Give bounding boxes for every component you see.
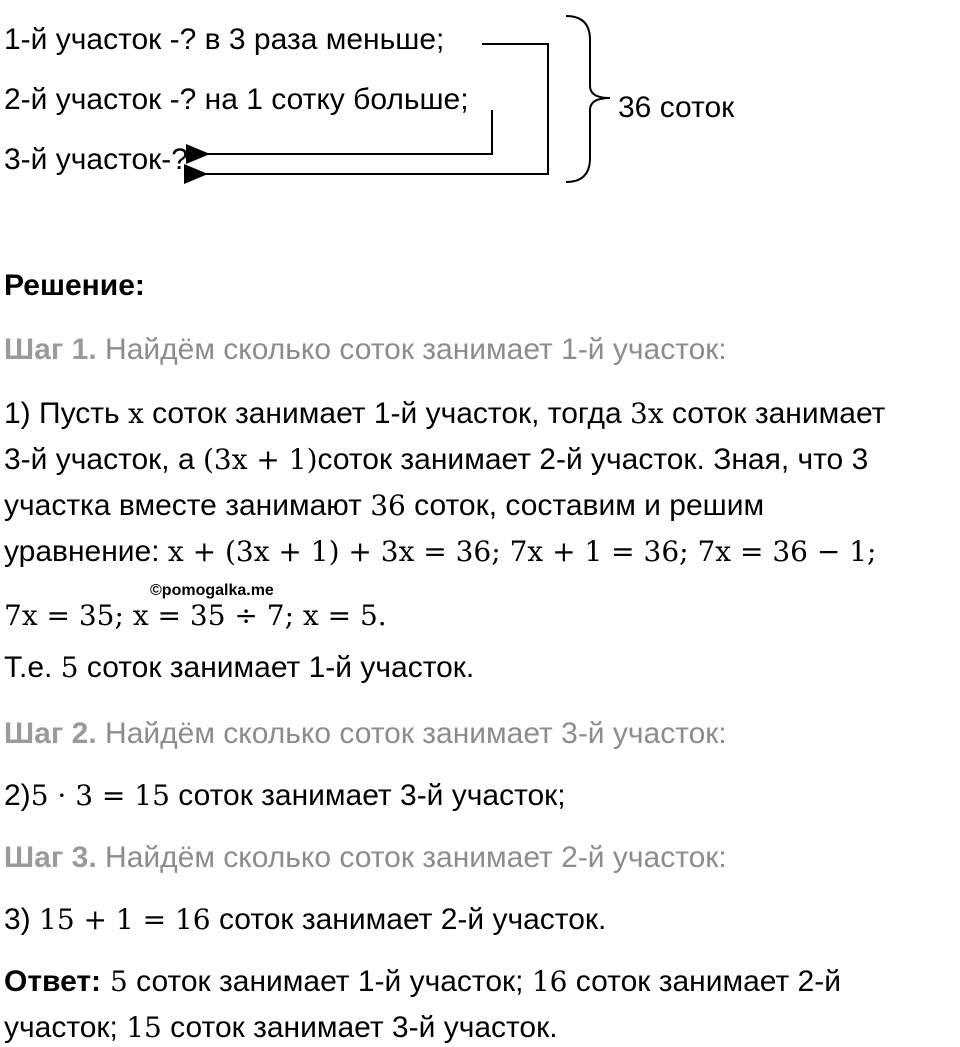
brace-icon	[566, 16, 610, 182]
text: Т.е.	[4, 651, 61, 684]
math: (3x + 1)	[202, 443, 318, 476]
text: соток занимает 2-й участок.	[210, 903, 607, 936]
answer-label: Ответ:	[4, 965, 102, 998]
text: участок;	[4, 1011, 127, 1044]
step-1-line-4	[4, 534, 877, 570]
step-1-line-5	[4, 598, 387, 634]
equation: x + (3x + 1) + 3x = 36; 7x + 1 = 36; 7x = 36 − 1;	[167, 535, 877, 568]
answer-line-1	[4, 964, 841, 1000]
text: 2)	[4, 779, 31, 812]
step-2-heading	[4, 716, 727, 752]
step-2-text: Найдём сколько соток занимает 3-й участок:	[96, 717, 727, 750]
equation: 5 · 3 = 15	[30, 779, 170, 812]
step-1-text: Найдём сколько соток занимает 1-й участок:	[96, 333, 727, 366]
equation: 7x = 35; x = 35 ÷ 7; x = 5.	[4, 599, 387, 632]
solution-heading: Решение:	[4, 269, 145, 302]
text: соток занимает 3-й участок;	[169, 779, 566, 812]
math: 16	[531, 965, 568, 998]
text: соток, составим и решим	[405, 489, 765, 522]
text: соток занимает 3-й участок.	[161, 1011, 558, 1044]
text: 3-й участок, а	[4, 443, 203, 476]
answer-line-2	[4, 1010, 558, 1046]
step-3-text: Найдём сколько соток занимает 2-й участок:	[96, 841, 727, 874]
text: соток занимает 2-й участок. Зная, что 3	[317, 443, 869, 476]
step-2-line-1	[4, 778, 566, 814]
text: соток занимает 2-й	[567, 965, 841, 998]
math: 36	[370, 489, 406, 522]
scheme-line-1: 1-й участок -? в 3 раза меньше;	[4, 23, 445, 56]
math: 15	[126, 1011, 162, 1044]
step-1-line-6	[4, 650, 474, 686]
math: 5	[101, 965, 128, 998]
math: x	[127, 397, 144, 430]
text: участка вместе занимают	[4, 489, 371, 522]
text: 1) Пусть	[4, 397, 128, 430]
total-label: 36 соток	[618, 91, 735, 124]
text: соток занимает 1-й участок, тогда	[143, 397, 631, 430]
step-3-heading	[4, 840, 727, 876]
equation: 15 + 1 = 16	[39, 903, 211, 936]
text: соток занимает 1-й участок;	[127, 965, 532, 998]
text: уравнение:	[4, 535, 168, 568]
text: 3)	[4, 903, 40, 936]
text: соток занимает 1-й участок.	[78, 651, 475, 684]
scheme-line-2: 2-й участок -? на 1 сотку больше;	[4, 83, 469, 116]
step-1-heading	[4, 332, 727, 368]
step-1-line-2	[4, 442, 868, 478]
math: 3x	[630, 397, 664, 430]
step-1-line-3	[4, 488, 764, 524]
text: соток занимает	[663, 397, 886, 430]
math: 5	[60, 651, 79, 684]
scheme-connectors	[0, 0, 960, 200]
watermark: ©pomogalka.me	[150, 582, 274, 599]
scheme-line-3: 3-й участок-?	[4, 143, 188, 176]
step-1-label: Шаг 1.	[4, 333, 97, 366]
step-2-label: Шаг 2.	[4, 717, 97, 750]
step-3-line-1	[4, 902, 606, 938]
step-1-line-1	[4, 396, 885, 432]
step-3-label: Шаг 3.	[4, 841, 97, 874]
connector-line-2	[206, 110, 492, 154]
